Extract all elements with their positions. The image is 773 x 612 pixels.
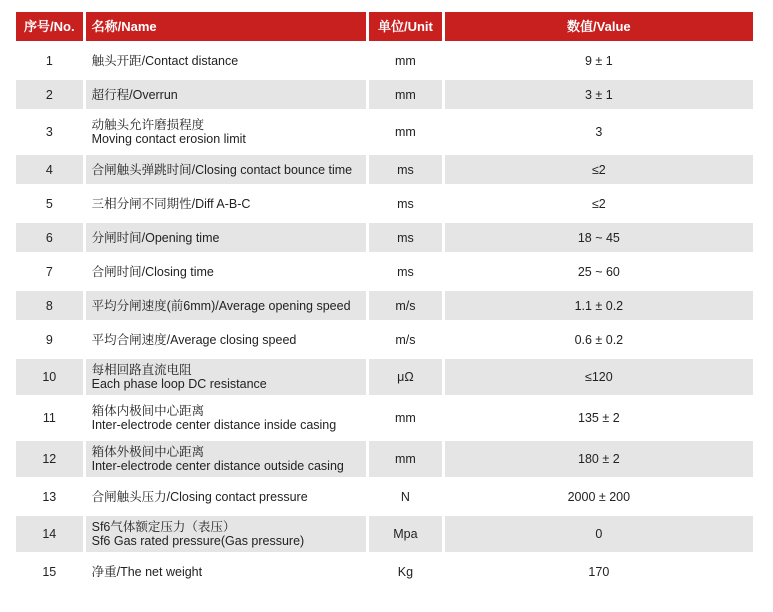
row-name bbox=[86, 482, 366, 511]
row-name-line: 动触头允许磨损程度 bbox=[91, 118, 205, 132]
row-unit: Mpa bbox=[369, 516, 442, 552]
row-value: 3 bbox=[445, 114, 753, 150]
row-unit: ms bbox=[369, 189, 442, 218]
table-row bbox=[16, 257, 753, 286]
header-name-text: 名称/Name bbox=[91, 18, 157, 34]
header-no: 序号/No. bbox=[16, 12, 83, 41]
row-value: 180 ± 2 bbox=[445, 441, 753, 477]
row-no: 13 bbox=[16, 482, 83, 511]
row-name-line: 平均分闸速度(前6mm)/Average opening speed bbox=[91, 298, 351, 313]
row-name bbox=[86, 325, 366, 354]
row-no: 9 bbox=[16, 325, 83, 354]
row-name bbox=[86, 155, 366, 184]
row-name-line: 超行程/Overrun bbox=[91, 87, 178, 102]
row-no: 5 bbox=[16, 189, 83, 218]
row-value: 1.1 ± 0.2 bbox=[445, 291, 753, 320]
row-value: 18 ~ 45 bbox=[445, 223, 753, 252]
spec-table bbox=[16, 12, 753, 591]
row-no: 8 bbox=[16, 291, 83, 320]
row-no: 7 bbox=[16, 257, 83, 286]
row-unit: ms bbox=[369, 257, 442, 286]
row-value: 9 ± 1 bbox=[445, 46, 753, 75]
row-name-line: 每相回路直流电阻 bbox=[91, 363, 192, 377]
row-unit: μΩ bbox=[369, 359, 442, 395]
row-name bbox=[86, 46, 366, 75]
row-name bbox=[86, 189, 366, 218]
header-unit: 单位/Unit bbox=[369, 12, 442, 41]
row-unit: mm bbox=[369, 80, 442, 109]
table-header bbox=[16, 12, 753, 41]
row-unit: m/s bbox=[369, 291, 442, 320]
table-row bbox=[16, 291, 753, 320]
row-name bbox=[86, 257, 366, 286]
table-row bbox=[16, 359, 753, 395]
row-no: 11 bbox=[16, 400, 83, 436]
row-name bbox=[86, 516, 366, 552]
row-name-english: Moving contact erosion limit bbox=[91, 132, 246, 146]
row-unit: Kg bbox=[369, 557, 442, 586]
row-name-line: 平均合闸速度/Average closing speed bbox=[91, 332, 297, 347]
row-name-line: 触头开距/Contact distance bbox=[91, 53, 239, 68]
row-name-line: 合闸时间/Closing time bbox=[91, 264, 214, 279]
row-name bbox=[86, 557, 366, 586]
row-no: 14 bbox=[16, 516, 83, 552]
row-value: ≤2 bbox=[445, 155, 753, 184]
table-row bbox=[16, 482, 753, 511]
header-value: 数值/Value bbox=[445, 12, 753, 41]
row-value: ≤120 bbox=[445, 359, 753, 395]
table-row bbox=[16, 325, 753, 354]
row-value: 2000 ± 200 bbox=[445, 482, 753, 511]
row-unit: mm bbox=[369, 400, 442, 436]
row-name-english: Sf6 Gas rated pressure(Gas pressure) bbox=[91, 534, 305, 548]
row-no: 15 bbox=[16, 557, 83, 586]
row-no: 6 bbox=[16, 223, 83, 252]
row-name-english: Inter-electrode center distance inside casing bbox=[91, 418, 337, 432]
table-body bbox=[16, 46, 753, 586]
row-name-line: 净重/The net weight bbox=[91, 564, 203, 579]
row-name-line: Sf6气体额定压力（表压） bbox=[91, 520, 236, 534]
row-value: 170 bbox=[445, 557, 753, 586]
row-unit: ms bbox=[369, 223, 442, 252]
row-unit: ms bbox=[369, 155, 442, 184]
row-name-line: 箱体内极间中心距离 bbox=[91, 404, 205, 418]
row-unit: N bbox=[369, 482, 442, 511]
row-name-line: 合闸触头弹跳时间/Closing contact bounce time bbox=[91, 162, 353, 177]
row-name bbox=[86, 359, 366, 395]
table-row bbox=[16, 114, 753, 150]
row-name-line: 三相分闸不同期性/Diff A-B-C bbox=[91, 196, 251, 211]
row-value: 135 ± 2 bbox=[445, 400, 753, 436]
row-value: 25 ~ 60 bbox=[445, 257, 753, 286]
row-name bbox=[86, 80, 366, 109]
table-row bbox=[16, 223, 753, 252]
table-row bbox=[16, 155, 753, 184]
row-name-english: Each phase loop DC resistance bbox=[91, 377, 267, 391]
row-name bbox=[86, 441, 366, 477]
row-unit: mm bbox=[369, 46, 442, 75]
row-value: 0 bbox=[445, 516, 753, 552]
table-row bbox=[16, 400, 753, 436]
table-row bbox=[16, 516, 753, 552]
row-no: 3 bbox=[16, 114, 83, 150]
row-name-line: 分闸时间/Opening time bbox=[91, 230, 220, 245]
row-no: 4 bbox=[16, 155, 83, 184]
row-name-english: Inter-electrode center distance outside casing bbox=[91, 459, 344, 473]
row-no: 12 bbox=[16, 441, 83, 477]
row-value: 0.6 ± 0.2 bbox=[445, 325, 753, 354]
table-row bbox=[16, 557, 753, 586]
row-no: 10 bbox=[16, 359, 83, 395]
row-name bbox=[86, 291, 366, 320]
row-no: 2 bbox=[16, 80, 83, 109]
row-name bbox=[86, 400, 366, 436]
table-row bbox=[16, 80, 753, 109]
row-name bbox=[86, 114, 366, 150]
row-no: 1 bbox=[16, 46, 83, 75]
row-unit: mm bbox=[369, 441, 442, 477]
table-row bbox=[16, 46, 753, 75]
table-row bbox=[16, 189, 753, 218]
row-unit: mm bbox=[369, 114, 442, 150]
row-name-line: 合闸触头压力/Closing contact pressure bbox=[91, 489, 308, 504]
row-name-line: 箱体外极间中心距离 bbox=[91, 445, 205, 459]
row-value: ≤2 bbox=[445, 189, 753, 218]
header-name bbox=[86, 12, 366, 41]
row-unit: m/s bbox=[369, 325, 442, 354]
table-row bbox=[16, 441, 753, 477]
row-value: 3 ± 1 bbox=[445, 80, 753, 109]
row-name bbox=[86, 223, 366, 252]
